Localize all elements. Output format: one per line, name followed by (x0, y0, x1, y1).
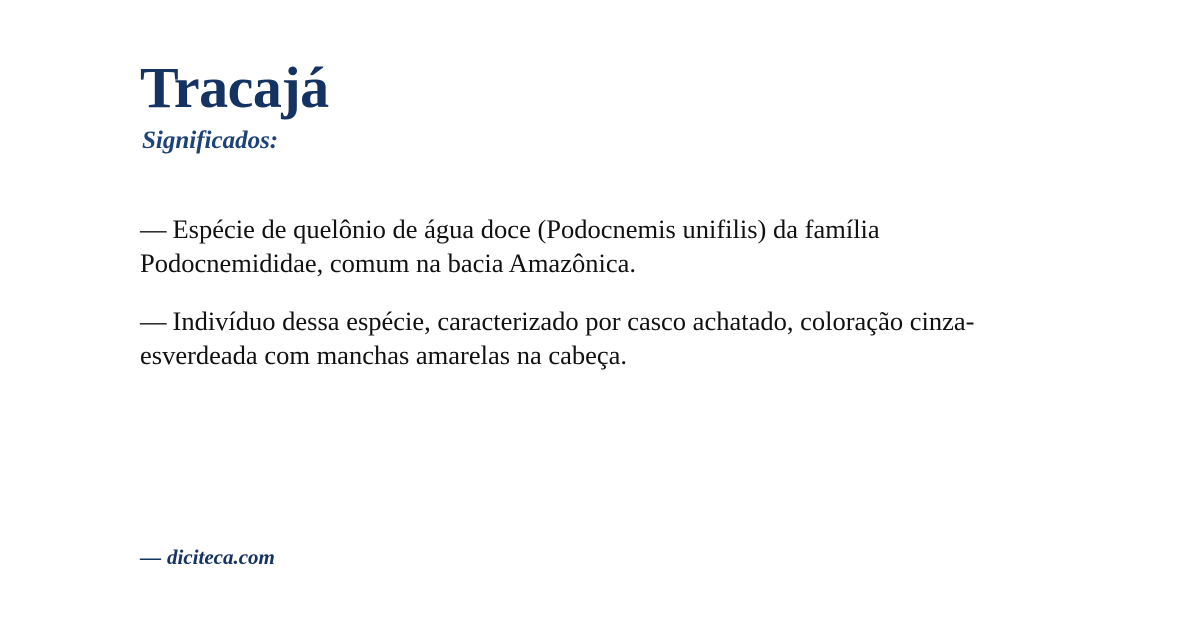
em-dash-marker: — (140, 213, 167, 244)
source-attribution (140, 545, 275, 570)
source-name: diciteca.com (167, 545, 275, 569)
en-dash-marker: — (140, 545, 161, 569)
em-dash-marker: — (140, 305, 167, 336)
definition-item (140, 305, 1020, 373)
definition-list (140, 213, 1060, 373)
entry-subtitle: Significados: (142, 126, 279, 154)
definition-item (140, 213, 1020, 281)
definition-text: Espécie de quelônio de água doce (Podocnemis unifilis) da família Podocnemididae, comum na bacia Amazônica. (140, 213, 880, 278)
page-title: Tracajá (140, 55, 329, 120)
definition-text: Indivíduo dessa espécie, caracterizado por casco achatado, coloração cinza-esverdeada com manchas amarelas na cabeça. (140, 305, 975, 370)
